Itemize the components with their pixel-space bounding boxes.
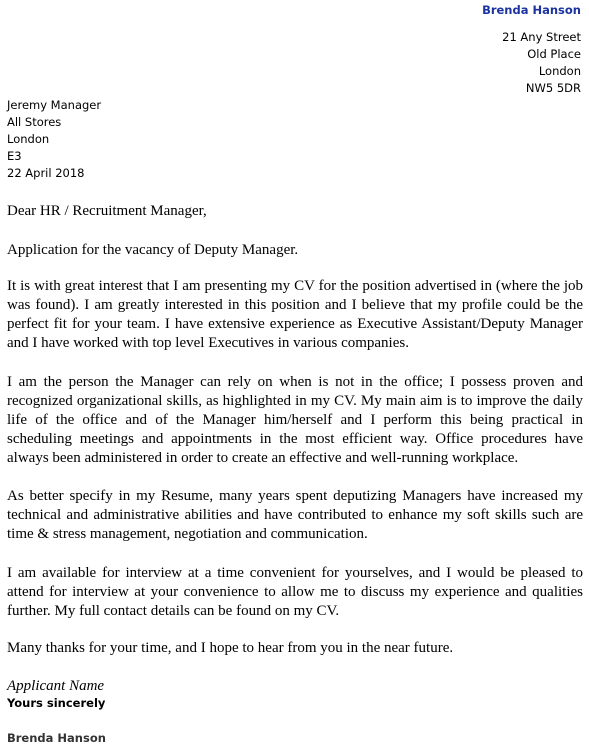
applicant-name-label: Applicant Name xyxy=(7,678,105,694)
paragraph-text: It is with great interest that I am presenting my CV for the position advertised in (where the job was found). I am greatly interested in this position and I believe that my profile could be the perfect fit for your team. I have extensive experience as Executive Assistant/Deputy Manager and I have worked with top level Executives in various companies. xyxy=(7,278,583,351)
sender-address-line: 21 Any Street xyxy=(502,30,581,44)
salutation-text: Dear HR / Recruitment Manager, xyxy=(7,203,207,219)
recipient-city: London xyxy=(7,132,50,146)
closing: Yours sincerely xyxy=(7,696,106,710)
sender-address-line: Old Place xyxy=(527,47,581,61)
paragraph-text: I am the person the Manager can rely on when is not in the office; I possess proven and recognized organizational skills, as highlighted in my CV. My main aim is to improve the daily life of the office and of the Manager him/herself and I perform this being practical in scheduling meetings and appointments in the most efficient way. Office procedures have always been administered in order to create an effective and well-running workplace. xyxy=(7,374,583,466)
paragraph-5 xyxy=(7,639,583,658)
salutation xyxy=(7,202,583,221)
paragraph-3 xyxy=(7,487,583,544)
recipient-name: Jeremy Manager xyxy=(7,98,102,112)
letter-date: 22 April 2018 xyxy=(7,166,85,180)
paragraph-text: I am available for interview at a time convenient for yourselves, and I would be pleased to attend for interview at your convenience to allow me to discuss my experience and qualities further. My full contact details can be found on my CV. xyxy=(7,565,583,619)
paragraph-4 xyxy=(7,564,583,621)
recipient-block xyxy=(7,97,101,182)
sender-address xyxy=(502,29,581,97)
sender-address-line: London xyxy=(538,64,581,78)
paragraph-text: As better specify in my Resume, many years spent deputizing Managers have increased my technical and administrative abilities and have contributed to enhance my soft skills such are time & stress management, negotiation and communication. xyxy=(7,488,583,542)
subject-line xyxy=(7,241,583,260)
sender-name: Brenda Hanson xyxy=(482,3,581,17)
recipient-postcode: E3 xyxy=(7,149,22,163)
paragraph-text: Many thanks for your time, and I hope to hear from you in the near future. xyxy=(7,640,454,656)
paragraph-1 xyxy=(7,277,583,353)
paragraph-2 xyxy=(7,373,583,468)
sender-address-line: NW5 5DR xyxy=(525,81,581,95)
subject-text: Application for the vacancy of Deputy Manager. xyxy=(7,242,299,258)
signature-name: Brenda Hanson xyxy=(7,731,106,745)
recipient-company: All Stores xyxy=(7,115,62,129)
